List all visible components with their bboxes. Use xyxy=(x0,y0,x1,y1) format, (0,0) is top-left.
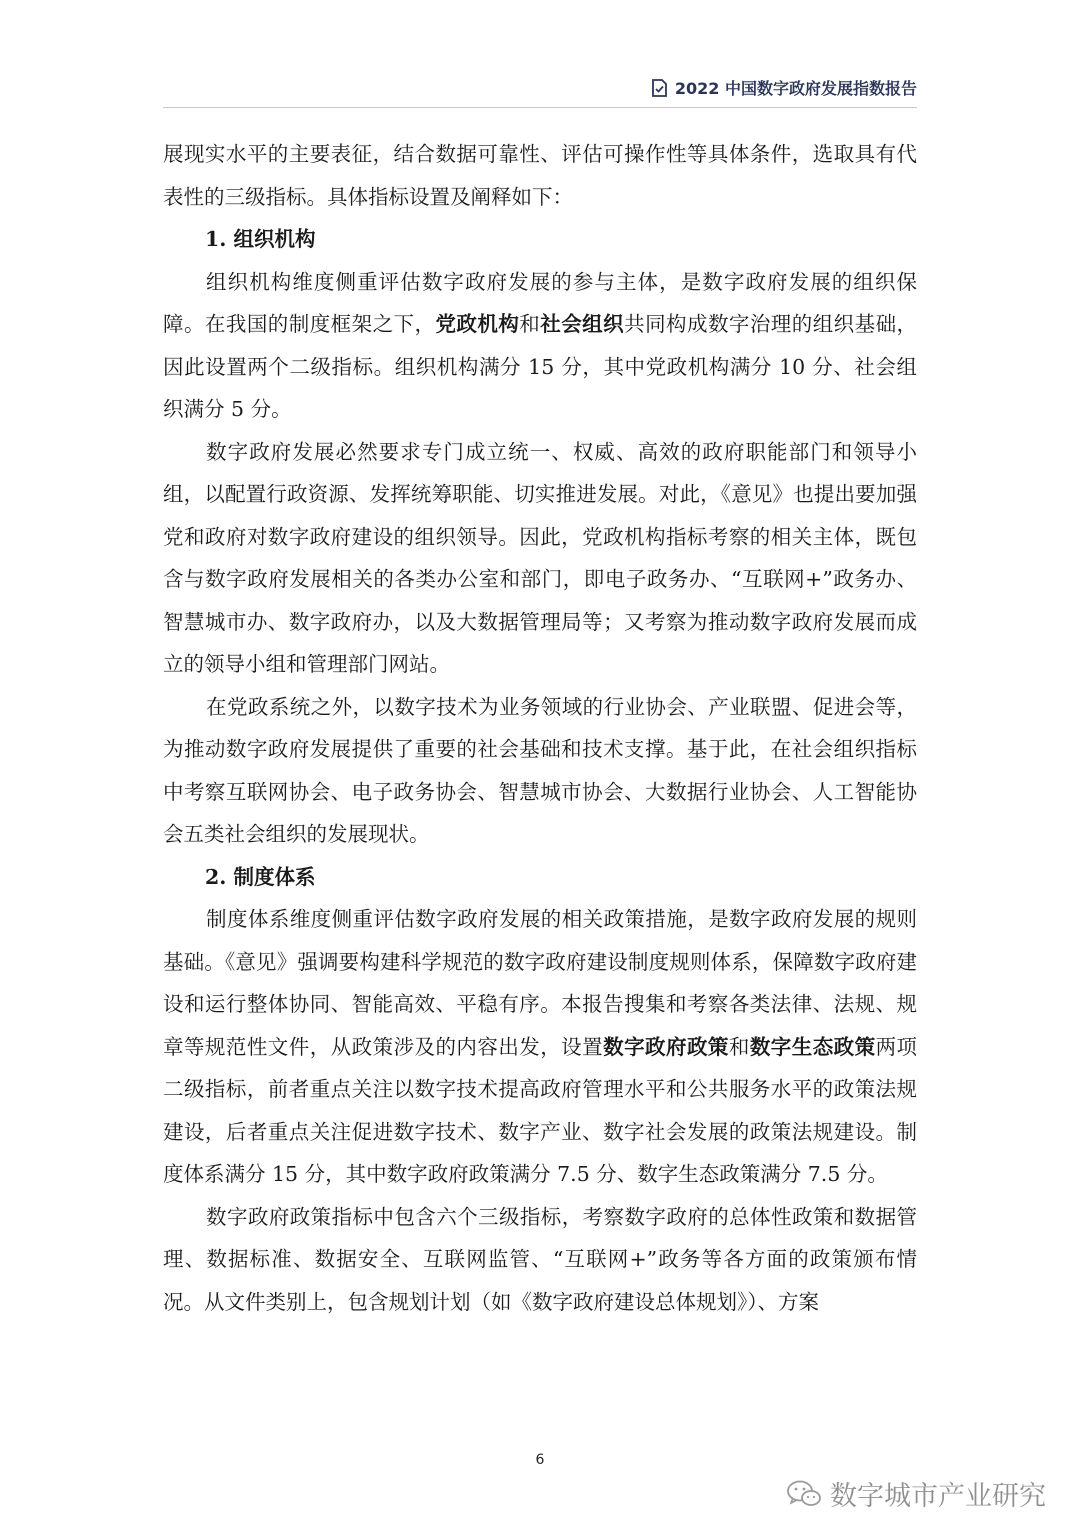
source-watermark xyxy=(786,1474,1046,1513)
institution-paragraph-2: 数字政府政策指标中包含六个三级指标，考察数字政府的总体性政策和数据管理、数据标准、数据安全、互联网监管、“互联网+”政务等各方面的政策颁布情况。从文件类别上，包含规划计划（如《数字政府建设总体规划》）、方案 xyxy=(163,1204,917,1314)
header-divider xyxy=(163,107,917,108)
document-check-icon xyxy=(649,78,669,98)
watermark-text: 数字城市产业研究 xyxy=(830,1481,1046,1512)
bold-term-party-government: 党政机构 xyxy=(435,312,520,336)
wechat-icon xyxy=(786,1479,822,1509)
text-run: 制度体系维度侧重评估数字政府发展的相关政策措施，是数字政府发展的规则基础。《意见》强调要构建科学规范的数字政府建设制度规则体系，保障数字政府建设和运行整体协同、智能高效、平稳有序。本报告搜集和考察各类法律、法规、规章等规范性文件，从政策涉及的内容出发，设置 xyxy=(163,907,917,1059)
institution-paragraph-1 xyxy=(163,898,917,1196)
text-run: 共同构成数字治理的组织基础，因此设置两个二级指标。组织机构满分 15 分，其中党政机构满分 10 分、社会组织满分 5 分。 xyxy=(163,312,918,421)
section-heading-institutional-system: 2. 制度体系 xyxy=(205,864,316,889)
report-header xyxy=(649,76,917,99)
intro-paragraph: 展现实水平的主要表征，结合数据可靠性、评估可操作性等具体条件，选取具有代表性的三级指标。具体指标设置及阐释如下： xyxy=(163,142,917,209)
section-heading-organization: 1. 组织机构 xyxy=(205,227,316,251)
bold-term-digital-government-policy: 数字政府政策 xyxy=(603,1034,729,1059)
report-title: 2022 中国数字政府发展指数报告 xyxy=(674,79,917,98)
page-body xyxy=(163,133,917,1323)
page-number: 6 xyxy=(535,1452,545,1468)
bold-term-digital-ecology-policy: 数字生态政策 xyxy=(749,1034,876,1059)
text-run: 和 xyxy=(519,312,541,336)
text-run: 组织机构维度侧重评估数字政府发展的参与主体，是数字政府发展的组织保障。在我国的制度框架之下， xyxy=(163,269,917,336)
organization-paragraph-1 xyxy=(163,261,917,431)
organization-paragraph-2: 数字政府发展必然要求专门成立统一、权威、高效的政府职能部门和领导小组，以配置行政资源、发挥统筹职能、切实推进发展。对此，《意见》也提出要加强党和政府对数字政府建设的组织领导。因此，党政机构指标考察的相关主体，既包含与数字政府发展相关的各类办公室和部门，即电子政务办、“互联网+”政务办、智慧城市办、数字政府办，以及大数据管理局等；又考察为推动数字政府发展而成立的领导小组和管理部门网站。 xyxy=(163,439,917,676)
bold-term-social-organization: 社会组织 xyxy=(540,312,625,336)
text-run: 和 xyxy=(728,1034,750,1059)
organization-paragraph-3: 在党政系统之外，以数字技术为业务领域的行业协会、产业联盟、促进会等，为推动数字政府发展提供了重要的社会基础和技术支撑。基于此，在社会组织指标中考察互联网协会、电子政务协会、智慧城市协会、大数据行业协会、人工智能协会五类社会组织的发展现状。 xyxy=(163,694,917,846)
text-run: 两项二级指标，前者重点关注以数字技术提高政府管理水平和公共服务水平的政策法规建设，后者重点关注促进数字技术、数字产业、数字社会发展的政策法规建设。制度体系满分 15 分，其中数字政府政策满分 7.5 分、数字生态政策满分 7.5 分。 xyxy=(163,1034,918,1186)
